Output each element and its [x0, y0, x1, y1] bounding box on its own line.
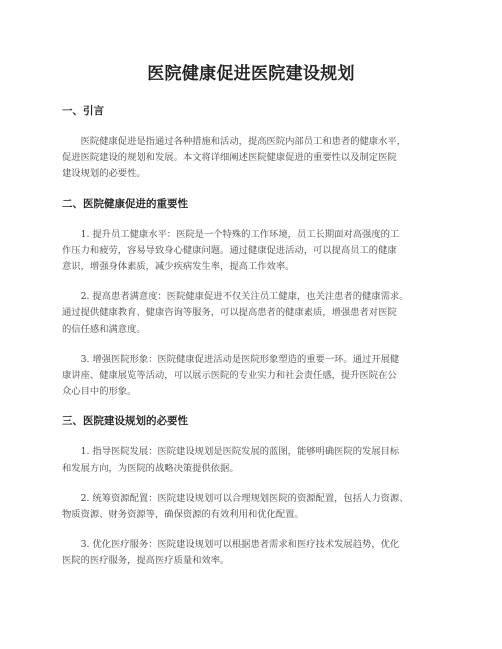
section-heading: 二、医院健康促进的重要性 [62, 197, 188, 210]
paragraph: 1. 提升员工健康水平：医院是一个特殊的工作环境，员工长期面对高强度的工 作压力和疲劳，容易导致身心健康问题。通过健康促进活动，可以提高员工的健康 意识，增强身体素质，减少疾病发生率，提高工作效率。 [62, 228, 400, 273]
section-introduction [62, 104, 440, 183]
paragraph: 3. 优化医疗服务：医院建设规划可以根据患者需求和医疗技术发展趋势，优化 医院的医疗服务，提高医疗质量和效率。 [62, 539, 400, 567]
document-title: 医院健康促进医院建设规划 [147, 64, 355, 84]
paragraph: 2. 统筹资源配置：医院建设规划可以合理规划医院的资源配置，包括人力资源、 物质资源、财务资源等，确保资源的有效利用和优化配置。 [62, 492, 409, 521]
paragraph: 1. 指导医院发展：医院建设规划是医院发展的蓝图，能够明确医院的发展目标 和发展方向，为医院的战略决策提供依据。 [62, 446, 400, 474]
section-necessity [62, 414, 440, 569]
section-heading: 一、引言 [62, 105, 104, 117]
section-importance [62, 197, 440, 401]
paragraph: 2. 提高患者满意度：医院健康促进不仅关注员工健康，也关注患者的健康需求。 通过提供健康教育、健康咨询等服务，可以提高患者的健康素质，增强患者对医院 的信任感和满意度。 [62, 291, 409, 335]
paragraph: 医院健康促进是指通过各种措施和活动，提高医院内部员工和患者的健康水平， 促进医院建设的规划和发展。本文将详细阐述医院健康促进的重要性以及制定医院 建设规划的必要性。 [62, 136, 406, 180]
paragraph: 3. 增强医院形象：医院健康促进活动是医院形象塑造的重要一环。通过开展健 康讲座、健康展览等活动，可以展示医院的专业实力和社会责任感，提升医院在公 众心目中的形象。 [62, 353, 400, 398]
section-heading: 三、医院建设规划的必要性 [62, 415, 188, 428]
